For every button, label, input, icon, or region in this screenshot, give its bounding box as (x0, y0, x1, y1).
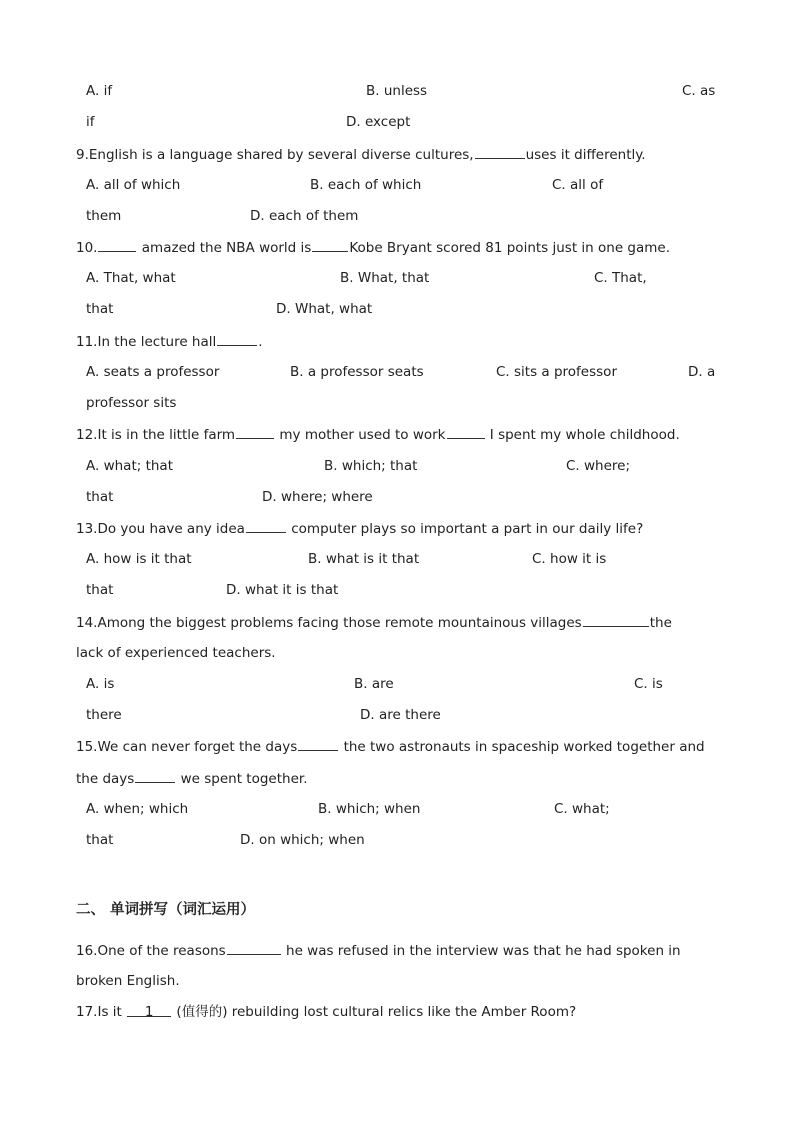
q11-blank (217, 332, 257, 346)
q14-option-d: D. are there (360, 707, 441, 723)
q14-stem-cont: lack of experienced teachers. (76, 645, 276, 661)
q12-blank-1 (236, 425, 274, 439)
q11-stem (76, 332, 263, 351)
q10-stem-a: 10. (76, 240, 98, 256)
q12-blank-2 (447, 425, 485, 439)
q13-option-d: D. what it is that (226, 582, 339, 598)
q15-option-d: D. on which; when (240, 832, 365, 848)
q12-stem-c: I spent my whole childhood. (489, 427, 680, 443)
q10-option-c: C. That, (594, 270, 647, 286)
q17-stem-a: 17.Is it (76, 1004, 122, 1020)
q8-option-a: A. if (86, 83, 113, 99)
q11-option-d: D. a (688, 364, 716, 380)
q15-option-c: C. what; (554, 801, 610, 817)
q10-blank-1 (98, 238, 136, 252)
q17-stem (76, 1003, 576, 1021)
q12-option-d: D. where; where (262, 489, 373, 505)
q16-stem (76, 941, 681, 960)
q14-option-b: B. are (354, 676, 394, 692)
q14-option-c-cont: there (86, 707, 122, 723)
q13-option-c-cont: that (86, 582, 114, 598)
q16-stem-cont: broken English. (76, 973, 180, 989)
q8-option-c-cont: if (86, 114, 95, 130)
q11-stem-a: 11.In the lecture hall (76, 334, 217, 350)
q15-option-c-cont: that (86, 832, 114, 848)
q15-option-a: A. when; which (86, 801, 189, 817)
q10-option-c-cont: that (86, 301, 114, 317)
q12-option-c-cont: that (86, 489, 114, 505)
q17-blank-number: 1 (144, 1004, 154, 1020)
q12-option-c: C. where; (566, 458, 631, 474)
q17-stem-b: (值得的) rebuilding lost cultural relics like the Amber Room? (176, 1004, 577, 1020)
q14-stem-a: 14.Among the biggest problems facing those remote mountainous villages (76, 615, 582, 631)
q15-stem-c: the days (76, 771, 135, 787)
q9-option-d: D. each of them (250, 208, 359, 224)
q14-option-a: A. is (86, 676, 115, 692)
q8-option-b: B. unless (366, 83, 428, 99)
q15-stem-a: 15.We can never forget the days (76, 739, 298, 755)
q15-stem-b: the two astronauts in spaceship worked together and (343, 739, 705, 755)
q15-blank-2 (135, 769, 175, 783)
q11-option-b: B. a professor seats (290, 364, 424, 380)
q13-blank (246, 519, 286, 533)
q16-stem-a: 16.One of the reasons (76, 943, 226, 959)
q13-stem-b: computer plays so important a part in our daily life? (291, 521, 644, 537)
q12-option-b: B. which; that (324, 458, 418, 474)
q14-stem (76, 613, 672, 632)
q13-stem-a: 13.Do you have any idea (76, 521, 245, 537)
q9-option-c: C. all of (552, 177, 604, 193)
q9-blank (475, 145, 525, 159)
q12-stem-a: 12.It is in the little farm (76, 427, 236, 443)
q8-option-c: C. as (682, 83, 716, 99)
q16-blank (227, 941, 281, 955)
q9-option-b: B. each of which (310, 177, 422, 193)
q10-stem (76, 238, 670, 257)
q16-stem-b: he was refused in the interview was that he had spoken in (286, 943, 681, 959)
q10-blank-2 (312, 238, 348, 252)
q15-stem-d: we spent together. (180, 771, 308, 787)
q9-stem-b: uses it differently. (525, 147, 646, 163)
q12-option-a: A. what; that (86, 458, 173, 474)
section-2-title: 二、 单词拼写（词汇运用） (76, 902, 256, 918)
q8-option-d: D. except (346, 114, 411, 130)
q10-option-d: D. What, what (276, 301, 373, 317)
q13-stem (76, 519, 643, 538)
q14-stem-b: the (649, 615, 672, 631)
q12-stem (76, 425, 680, 444)
q15-blank-1 (298, 737, 338, 751)
q11-stem-b: . (258, 334, 263, 350)
q12-stem-b: my mother used to work (279, 427, 446, 443)
q9-option-a: A. all of which (86, 177, 181, 193)
q13-option-a: A. how is it that (86, 551, 192, 567)
q9-option-c-cont: them (86, 208, 122, 224)
q14-option-c: C. is (634, 676, 663, 692)
q9-stem (76, 145, 646, 164)
q15-stem (76, 737, 705, 756)
q15-option-b: B. which; when (318, 801, 421, 817)
q11-option-c: C. sits a professor (496, 364, 617, 380)
q15-stem-cont (76, 769, 307, 788)
q14-blank (583, 613, 649, 627)
q17-blank[interactable] (127, 1003, 171, 1020)
q9-stem-a: 9.English is a language shared by several diverse cultures, (76, 147, 474, 163)
q10-stem-b: amazed the NBA world is (141, 240, 312, 256)
q10-option-b: B. What, that (340, 270, 430, 286)
q11-option-a: A. seats a professor (86, 364, 220, 380)
q13-option-c: C. how it is (532, 551, 607, 567)
q10-option-a: A. That, what (86, 270, 176, 286)
q13-option-b: B. what is it that (308, 551, 420, 567)
q10-stem-c: Kobe Bryant scored 81 points just in one game. (349, 240, 671, 256)
q11-option-d-cont: professor sits (86, 395, 177, 411)
